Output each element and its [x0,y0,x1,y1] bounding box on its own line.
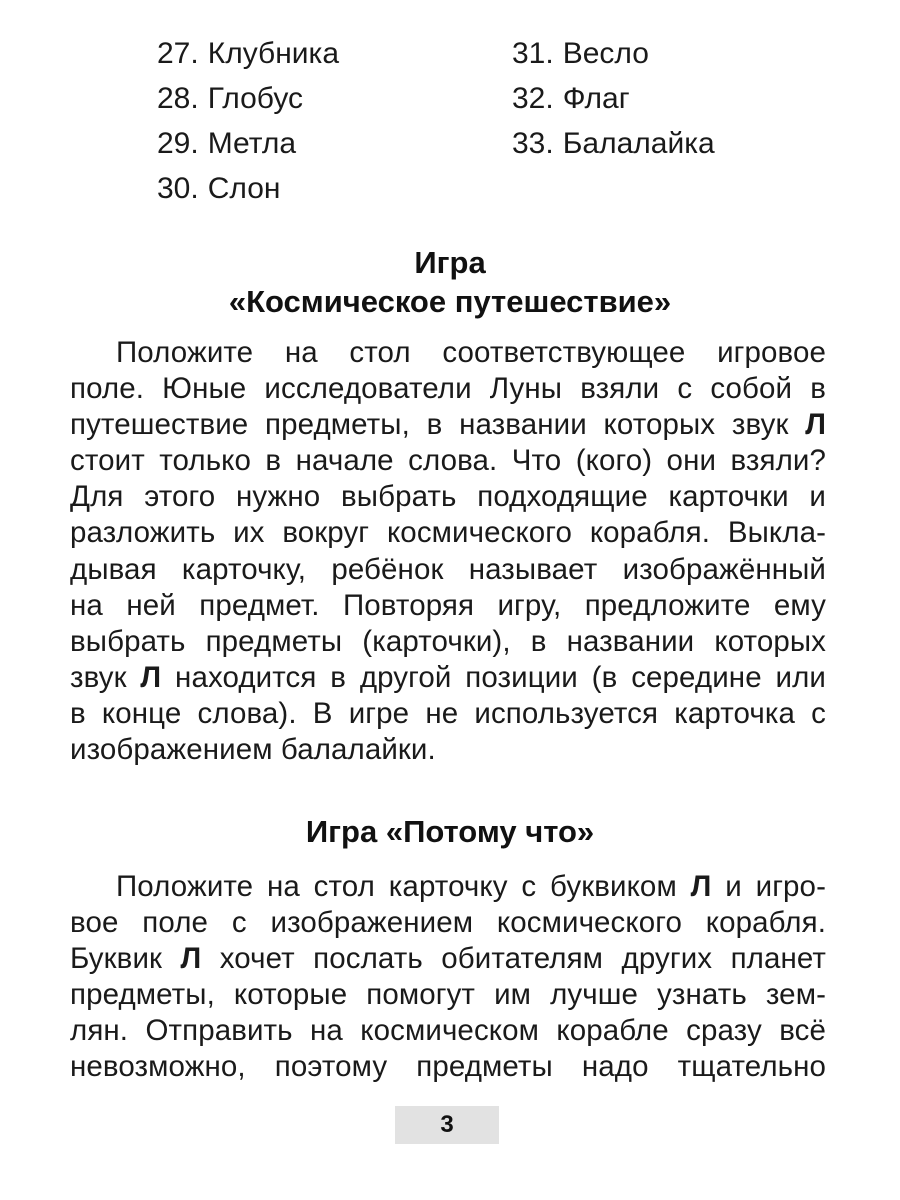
text-line [70,443,826,479]
text-line [70,869,826,905]
text-line [70,660,826,696]
text-line [70,941,826,977]
text-segment: Положите на стол карточку с буквиком [116,870,691,903]
item-word: Метла [207,127,297,160]
item-number: 31. [512,37,554,70]
paragraph-because [70,869,826,1086]
item-word: Флаг [562,82,630,115]
list-item [157,166,339,211]
item-word: Весло [562,37,649,70]
text-line [70,588,826,624]
text-segment: изображением балалайки. [70,733,436,767]
item-number: 27. [157,37,199,70]
item-word: Слон [207,172,281,205]
text-line [70,371,826,407]
text-line [70,407,826,443]
list-item [157,76,339,121]
item-number: 33. [512,127,554,160]
text-segment: Положите на стол соответствующее игровое [116,336,826,369]
highlighted-letter: Л [690,870,712,903]
highlighted-letter: Л [805,408,826,442]
section-heading-space-travel [0,243,900,321]
text-line [70,624,826,660]
text-segment: дывая карточку, ребёнок называет изображённый [70,552,826,586]
item-word: Клубника [207,37,340,70]
word-list-left-column [157,31,339,211]
text-segment: стоит только в начале слова. Что (кого) они взяли? [70,444,826,478]
text-segment: в конце слова). В игре не используется карточка с [70,696,826,730]
text-segment: выбрать предметы (карточки), в названии которых [70,624,826,658]
text-line [70,552,826,588]
list-item [157,31,339,76]
text-segment: предметы, которые помогут им лучше узнать зем- [70,978,826,1012]
text-segment: вое поле с изображением космического корабля. [70,906,826,940]
item-number: 30. [157,172,199,205]
section-heading-because: Игра «Потому что» [305,814,595,849]
text-segment: находится в другой позиции (в середине или [161,660,826,694]
text-segment: Для этого нужно выбрать подходящие карточки и [70,480,826,514]
item-number: 29. [157,127,199,160]
text-segment: хочет послать обитателям других планет [201,942,826,976]
text-segment: путешествие предметы, в названии которых звук [70,408,806,442]
text-line [70,1049,826,1085]
text-line [70,696,826,732]
text-segment: поле. Юные исследователи Луны взяли с собой в [70,372,826,406]
text-segment: на ней предмет. Повторяя игру, предложите ему [70,588,826,622]
text-line [70,515,826,551]
text-segment: Буквик [70,942,181,976]
item-word: Балалайка [562,127,715,160]
item-number: 32. [512,82,554,115]
text-segment: лян. Отправить на космическом корабле сразу всё [70,1014,826,1048]
highlighted-letter: Л [140,660,162,694]
text-line [70,905,826,941]
highlighted-letter: Л [180,942,202,976]
text-line [70,479,826,515]
text-line [70,1013,826,1049]
list-item [157,121,339,166]
text-segment: и игро- [711,870,826,903]
text-segment: невозможно, поэтому предметы надо тщательно [70,1050,826,1084]
heading-line: «Космическое путешествие» [228,284,672,319]
item-word: Глобус [207,82,303,115]
word-list-right-column [512,31,715,166]
numbered-word-list [157,31,797,221]
paragraph-space-travel [70,335,826,768]
heading-line: Игра [414,245,486,280]
text-line [70,335,826,371]
list-item [512,121,715,166]
page-number: 3 [395,1106,499,1144]
item-number: 28. [157,82,199,115]
text-segment: звук [70,660,141,694]
list-item [512,76,715,121]
list-item [512,31,715,76]
text-line [70,732,826,768]
text-line [70,977,826,1013]
text-segment: разложить их вокруг космического корабля. Выкла- [70,516,826,550]
